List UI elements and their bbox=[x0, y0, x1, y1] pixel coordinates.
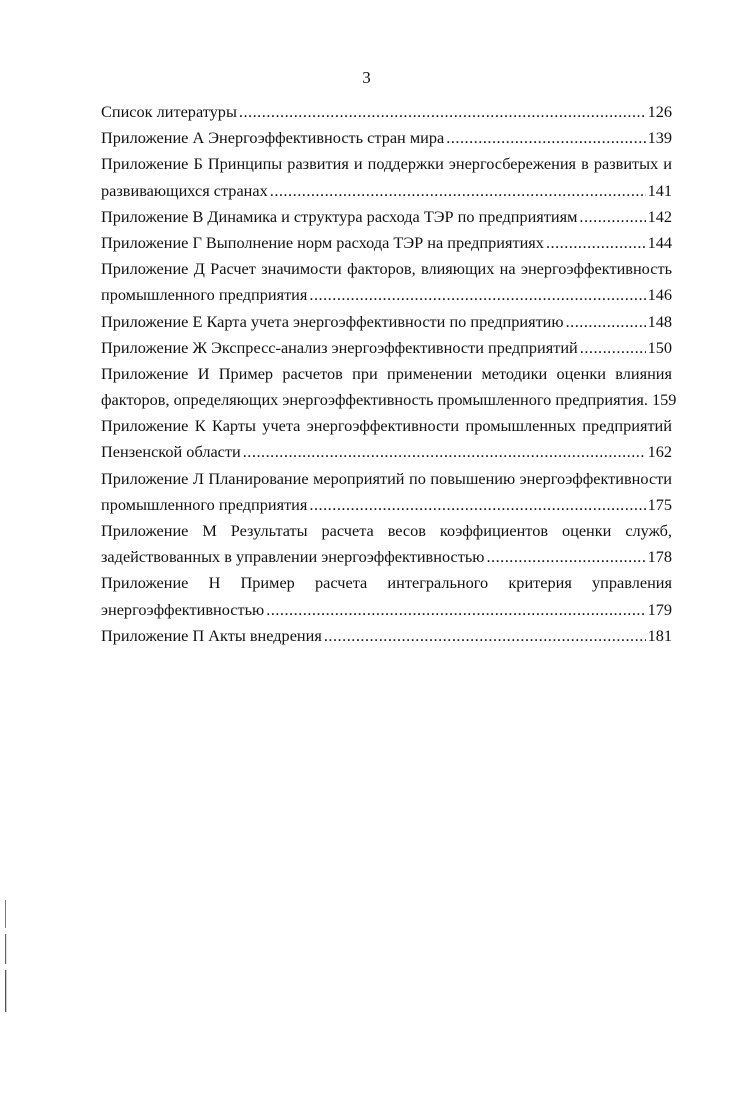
toc-entry-text: Приложение Б Принципы развития и поддержки энергосбережения в развитых и bbox=[101, 154, 672, 174]
toc-page-number: 179 bbox=[647, 599, 672, 619]
dot-leader bbox=[266, 597, 645, 623]
toc-entry-text: Приложение Г Выполнение норм расхода ТЭР на предприятиях bbox=[101, 232, 544, 252]
toc-entry-text: Приложение Л Планирование мероприятий по повышению энергоэффективности bbox=[101, 468, 672, 488]
toc-page-number: 175 bbox=[647, 494, 672, 514]
dot-leader bbox=[546, 230, 646, 256]
toc-entry bbox=[101, 623, 672, 649]
table-of-contents bbox=[101, 99, 677, 649]
toc-entry-text: Приложение А Энергоэффективность стран мира bbox=[101, 128, 445, 148]
toc-line bbox=[101, 439, 672, 465]
dot-leader bbox=[446, 125, 645, 151]
toc-page-number: 139 bbox=[647, 128, 672, 148]
toc-entry-text: промышленного предприятия bbox=[101, 285, 308, 305]
toc-entry-text: энергоэффективностью bbox=[101, 599, 265, 619]
dot-leader bbox=[309, 492, 645, 518]
toc-line bbox=[101, 413, 672, 439]
toc-entry-text: Приложение Ж Экспресс-анализ энергоэффективности предприятий bbox=[101, 337, 578, 357]
toc-line bbox=[101, 335, 672, 361]
toc-line bbox=[101, 99, 672, 125]
toc-entry-text: промышленного предприятия bbox=[101, 494, 308, 514]
toc-entry bbox=[101, 256, 672, 308]
toc-entry bbox=[101, 151, 672, 203]
toc-line bbox=[101, 230, 672, 256]
dot-leader bbox=[324, 623, 646, 649]
toc-line bbox=[101, 125, 672, 151]
toc-line bbox=[101, 151, 672, 177]
toc-line bbox=[101, 466, 672, 492]
dot-leader bbox=[270, 178, 646, 204]
toc-page-number: 181 bbox=[647, 625, 672, 645]
toc-entry-text: Приложение П Акты внедрения bbox=[101, 625, 322, 645]
toc-entry-text: Пензенской области bbox=[101, 442, 241, 462]
toc-entry bbox=[101, 518, 672, 570]
toc-entry-text: Приложение М Результаты расчета весов коэффициентов оценки служб, bbox=[101, 521, 672, 540]
toc-entry bbox=[101, 335, 672, 361]
dot-leader bbox=[580, 335, 646, 361]
toc-entry bbox=[101, 204, 672, 230]
toc-entry-text: Приложение Н Пример расчета интегрального критерия управления bbox=[101, 573, 672, 593]
toc-entry bbox=[101, 125, 672, 151]
toc-entry-text: Список литературы bbox=[101, 102, 237, 121]
toc-page-number: 162 bbox=[647, 442, 672, 462]
dot-leader bbox=[486, 544, 645, 570]
toc-line bbox=[101, 518, 672, 544]
toc-line bbox=[101, 256, 672, 282]
toc-entry bbox=[101, 570, 672, 622]
toc-page-number: 144 bbox=[647, 232, 672, 252]
toc-line bbox=[101, 623, 672, 649]
toc-entry-text: развивающихся странах bbox=[101, 180, 268, 200]
toc-entry bbox=[101, 361, 677, 413]
toc-page-number: 178 bbox=[647, 547, 672, 567]
toc-entry-text: Приложение К Карты учета энергоэффективности промышленных предприятий bbox=[101, 416, 672, 436]
toc-line bbox=[101, 492, 672, 518]
toc-page-number: 148 bbox=[647, 311, 672, 331]
toc-page-number: 141 bbox=[647, 180, 672, 200]
page-number: 3 bbox=[362, 68, 371, 87]
toc-line bbox=[101, 282, 672, 308]
dot-leader bbox=[309, 282, 645, 308]
dot-leader bbox=[239, 99, 646, 125]
dot-leader bbox=[243, 439, 646, 465]
toc-page-number: 146 bbox=[647, 285, 672, 305]
toc-page-number: 150 bbox=[647, 337, 672, 357]
toc-line bbox=[101, 361, 672, 387]
toc-line bbox=[101, 570, 672, 596]
toc-line bbox=[101, 387, 677, 413]
toc-entry-text: факторов, определяющих энергоэффективность промышленного предприятия. bbox=[101, 390, 648, 410]
toc-page-number: 159 bbox=[651, 390, 677, 410]
toc-entry-text: Приложение Д Расчет значимости факторов, влияющих на энергоэффективность bbox=[101, 259, 672, 279]
toc-line bbox=[101, 597, 672, 623]
toc-entry bbox=[101, 230, 672, 256]
toc-entry-text: Приложение В Динамика и структура расхода ТЭР по предприятиям bbox=[101, 206, 578, 226]
toc-entry-text: задействованных в управлении энергоэффективностью bbox=[101, 547, 485, 567]
dot-leader bbox=[579, 204, 645, 230]
dot-leader bbox=[566, 309, 646, 335]
toc-entry-text: Приложение Е Карта учета энергоэффективности по предприятию bbox=[101, 311, 564, 331]
toc-entry bbox=[101, 99, 672, 125]
toc-entry bbox=[101, 309, 672, 335]
toc-line bbox=[101, 178, 672, 204]
toc-line bbox=[101, 544, 672, 570]
toc-entry bbox=[101, 466, 672, 518]
toc-line bbox=[101, 204, 672, 230]
toc-line bbox=[101, 309, 672, 335]
scan-margin-marks bbox=[2, 900, 10, 1020]
toc-entry-text: Приложение И Пример расчетов при применении методики оценки влияния bbox=[101, 363, 672, 383]
toc-page-number: 142 bbox=[647, 206, 672, 226]
toc-page-number: 126 bbox=[647, 102, 672, 121]
toc-entry bbox=[101, 413, 672, 465]
